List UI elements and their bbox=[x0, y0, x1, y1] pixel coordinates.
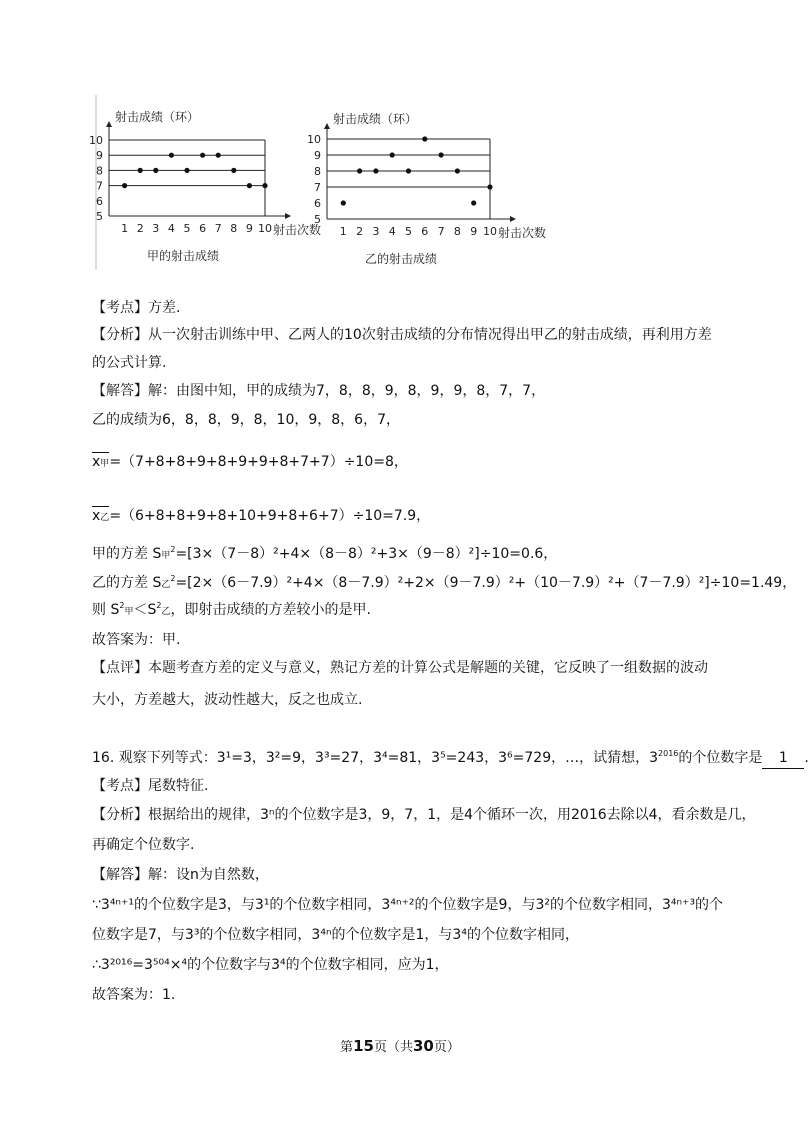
x-tick-label: 6 bbox=[421, 225, 429, 238]
answer-blank: 1 bbox=[762, 748, 804, 769]
q15-dianping-line2: 大小，方差越大，波动性越大，反之也成立. bbox=[92, 692, 363, 708]
y-tick-label: 6 bbox=[314, 197, 321, 210]
y-axis-label: 射击成绩（环） bbox=[115, 110, 200, 124]
x-tick-label: 3 bbox=[152, 222, 160, 235]
data-point bbox=[231, 168, 236, 173]
data-point bbox=[471, 200, 476, 205]
q15-jieda-line2: 乙的成绩为6，8，8，9，8，10，9，8，6，7， bbox=[92, 412, 400, 428]
q15-mean-yi: x乙=（6+8+8+9+8+10+9+8+6+7）÷10=7.9， bbox=[92, 508, 431, 524]
q16-fenxi-line1: 【分析】根据给出的规律，3ⁿ的个位数字是3，9，7，1，是4个循环一次，用2016去除以4，看余数是几， bbox=[92, 807, 756, 823]
data-point bbox=[487, 184, 492, 189]
x-tick-label: 8 bbox=[453, 225, 461, 238]
chart-caption: 甲的射击成绩 bbox=[147, 249, 220, 263]
y-tick-label: 10 bbox=[307, 133, 321, 146]
q15-variance-jia: 甲的方差 S甲$^2$=[3×（7－8）²+4×（8－8）²+3×（9－8）²]÷10=0.6， bbox=[92, 545, 558, 562]
q16-jieda-line4: ∴3²⁰¹⁶=3⁵⁰⁴×⁴的个位数字与3⁴的个位数字相同，应为1， bbox=[92, 957, 449, 973]
data-point bbox=[262, 183, 267, 188]
q16-kaodian: 【考点】尾数特征. bbox=[92, 778, 209, 794]
data-point bbox=[184, 168, 189, 173]
data-point bbox=[390, 152, 395, 157]
y-tick-label: 10 bbox=[89, 134, 103, 147]
q15-compare: 则 $S^2$甲$<S^2$乙，即射击成绩的方差较小的是甲. bbox=[92, 601, 371, 618]
q16-answer: 故答案为：1. bbox=[92, 987, 176, 1003]
data-point bbox=[200, 153, 205, 158]
chart-caption: 乙的射击成绩 bbox=[365, 252, 438, 266]
mean-jia-symbol: x甲 bbox=[92, 454, 110, 470]
data-point bbox=[422, 136, 427, 141]
x-tick-label: 1 bbox=[121, 222, 129, 235]
y-axis-label: 射击成绩（环） bbox=[333, 112, 418, 126]
y-axis-arrow bbox=[324, 123, 330, 129]
x-tick-label: 9 bbox=[245, 222, 253, 235]
y-tick-label: 9 bbox=[96, 149, 103, 163]
y-tick-label: 6 bbox=[96, 194, 103, 208]
data-point bbox=[406, 168, 411, 173]
q15-fenxi-line1: 【分析】从一次射击训练中甲、乙两人的10次射击成绩的分布情况得出甲乙的射击成绩，再利用方差 bbox=[92, 327, 712, 343]
y-tick-label: 7 bbox=[96, 179, 103, 193]
q15-mean-jia: x甲=（7+8+8+9+8+9+9+8+7+7）÷10=8， bbox=[92, 454, 408, 470]
x-tick-label: 8 bbox=[230, 222, 238, 235]
x-tick-label: 10 bbox=[258, 222, 272, 235]
data-point bbox=[153, 168, 158, 173]
q15-jieda-line1: 【解答】解：由图中知，甲的成绩为7，8，8，9，8，9，9，8，7，7， bbox=[92, 383, 546, 399]
y-tick-label: 9 bbox=[314, 149, 321, 162]
x-tick-label: 1 bbox=[339, 225, 347, 238]
data-point bbox=[138, 168, 143, 173]
y-tick-label: 5 bbox=[314, 213, 321, 226]
q16-question: 16. 观察下列等式：3¹=3，3²=9，3³=27，3⁴=81，3⁵=243，3⁶=729，…，试猜想，$3^{2016}$的个位数字是 1 . bbox=[92, 748, 809, 770]
x-tick-label: 6 bbox=[199, 222, 207, 235]
data-point bbox=[169, 153, 174, 158]
data-point bbox=[341, 200, 346, 205]
page-footer: 第15页（共30页） bbox=[340, 1037, 460, 1055]
x-tick-label: 5 bbox=[405, 225, 412, 238]
x-axis-arrow bbox=[285, 213, 291, 219]
data-point bbox=[373, 168, 378, 173]
q15-variance-yi: 乙的方差 S乙$^2$=[2×（6－7.9）²+4×（8－7.9）²+2×（9－7.9）²+（10－7.9）²+（7－7.9）²]÷10=1.49， bbox=[92, 574, 797, 591]
x-tick-label: 4 bbox=[167, 222, 175, 235]
x-axis-label: 射击次数 bbox=[273, 223, 322, 237]
data-point bbox=[439, 152, 444, 157]
x-tick-label: 3 bbox=[372, 225, 380, 238]
y-tick-label: 7 bbox=[314, 181, 321, 194]
chart-jia bbox=[89, 95, 322, 270]
q16-fenxi-line2: 再确定个位数字. bbox=[92, 837, 195, 853]
total-pages: 30 bbox=[413, 1037, 434, 1055]
x-tick-label: 5 bbox=[183, 222, 191, 235]
data-point bbox=[122, 183, 127, 188]
q16-jieda-line2: ∵3⁴ⁿ⁺¹的个位数字是3，与3¹的个位数字相同，3⁴ⁿ⁺²的个位数字是9，与3²的个位数字相同，3⁴ⁿ⁺³的个 bbox=[92, 897, 724, 913]
x-tick-label: 9 bbox=[470, 225, 478, 238]
y-tick-label: 5 bbox=[96, 210, 103, 223]
chart-yi bbox=[307, 95, 547, 270]
x-tick-label: 4 bbox=[388, 225, 396, 238]
data-point bbox=[455, 168, 460, 173]
y-tick-label: 8 bbox=[314, 165, 321, 178]
q15-dianping-line1: 【点评】本题考查方差的定义与意义，熟记方差的计算公式是解题的关键，它反映了一组数据的波动 bbox=[92, 660, 708, 676]
q15-answer: 故答案为：甲. bbox=[92, 632, 181, 648]
data-point bbox=[216, 153, 221, 158]
mean-yi-symbol: x乙 bbox=[92, 508, 110, 524]
x-tick-label: 7 bbox=[437, 225, 445, 238]
current-page: 15 bbox=[353, 1037, 374, 1055]
x-tick-label: 2 bbox=[136, 222, 144, 235]
x-tick-label: 10 bbox=[483, 225, 497, 238]
q16-jieda-line1: 【解答】解：设n为自然数， bbox=[92, 867, 269, 883]
y-tick-label: 8 bbox=[96, 164, 103, 178]
x-axis-label: 射击次数 bbox=[498, 226, 547, 240]
x-axis-arrow bbox=[510, 216, 516, 222]
figure-strip bbox=[89, 95, 547, 270]
x-tick-label: 7 bbox=[214, 222, 222, 235]
q15-kaodian: 【考点】方差. bbox=[92, 300, 181, 316]
q15-fenxi-line2: 的公式计算. bbox=[92, 355, 167, 371]
q16-jieda-line3: 位数字是7，与3³的个位数字相同，3⁴ⁿ的个位数字是1，与3⁴的个位数字相同， bbox=[92, 927, 579, 943]
x-tick-label: 2 bbox=[356, 225, 364, 238]
data-point bbox=[247, 183, 252, 188]
y-axis-arrow bbox=[106, 121, 112, 127]
data-point bbox=[357, 168, 362, 173]
